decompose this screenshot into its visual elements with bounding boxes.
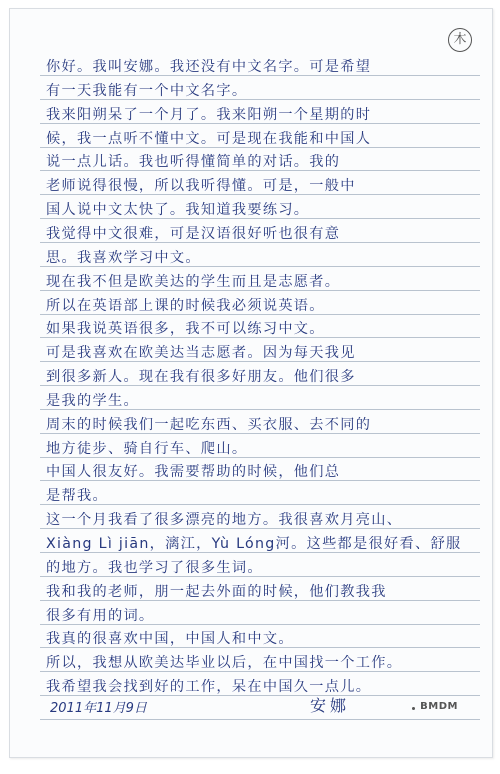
brand-mark: BMDM <box>420 701 458 712</box>
letter-line: 我和我的老师，朋一起去外面的时候，他们教我我 <box>46 583 387 600</box>
letter-line: 所以在英语部上课的时候我必须说英语。 <box>46 297 325 314</box>
letter-line: 如果我说英语很多，我不可以练习中文。 <box>46 321 325 338</box>
letter-line: 思。我喜欢学习中文。 <box>46 249 201 266</box>
letter-line: 可是我喜欢在欧美达当志愿者。因为每天我见 <box>46 345 356 362</box>
letter-line: 我觉得中文很难，可是汉语很好听也很有意 <box>46 225 341 242</box>
letter-line: 中国人很友好。我需要帮助的时候，他们总 <box>46 464 341 481</box>
letter-line: 候，我一点听不懂中文。可是现在我能和中国人 <box>46 130 372 147</box>
letter-line: 现在我不但是欧美达的学生而且是志愿者。 <box>46 273 341 290</box>
ruled-line <box>40 719 480 720</box>
letter-line: 老师说得很慢，所以我听得懂。可是，一般中 <box>46 178 356 195</box>
letter-line: 你好。我叫安娜。我还没有中文名字。可是希望 <box>46 59 372 75</box>
letter-line: 是帮我。 <box>46 488 108 505</box>
letter-date: 2011年11月9日 <box>50 701 147 716</box>
letter-line: 地方徒步、骑自行车、爬山。 <box>46 440 248 457</box>
letter-line: 这一个月我看了很多漂亮的地方。我很喜欢月亮山、 <box>46 512 403 529</box>
letter-line: 是我的学生。 <box>46 392 139 409</box>
letter-line: 我来阳朔呆了一个月了。我来阳朔一个星期的时 <box>46 106 372 123</box>
letter-line: 有一天我能有一个中文名字。 <box>46 82 248 99</box>
letter-line: 我真的很喜欢中国，中国人和中文。 <box>46 631 294 648</box>
letter-line: 我希望我会找到好的工作，呆在中国久一点儿。 <box>46 679 372 696</box>
letter-signature: 安娜 <box>310 696 351 715</box>
letter-line: 周末的时候我们一起吃东西、买衣服、去不同的 <box>46 416 372 433</box>
letter-line: 到很多新人。现在我有很多好朋友。他们很多 <box>46 369 356 386</box>
letter-line: 很多有用的词。 <box>46 607 155 624</box>
notebook-page <box>9 8 493 758</box>
letter-line: 所以，我想从欧美达毕业以后，在中国找一个工作。 <box>46 655 403 672</box>
letter-line: 的地方。我也学习了很多生词。 <box>46 559 263 576</box>
letter-line: 国人说中文太快了。我知道我要练习。 <box>46 202 310 219</box>
letter-line: Xiàng Lì jiān，漓江，Yù Lóng河。这些都是很好看、舒服 <box>46 536 462 552</box>
brand-logo-icon: 木 <box>448 28 472 52</box>
letter-line: 说一点儿话。我也听得懂简单的对话。我的 <box>46 154 341 171</box>
